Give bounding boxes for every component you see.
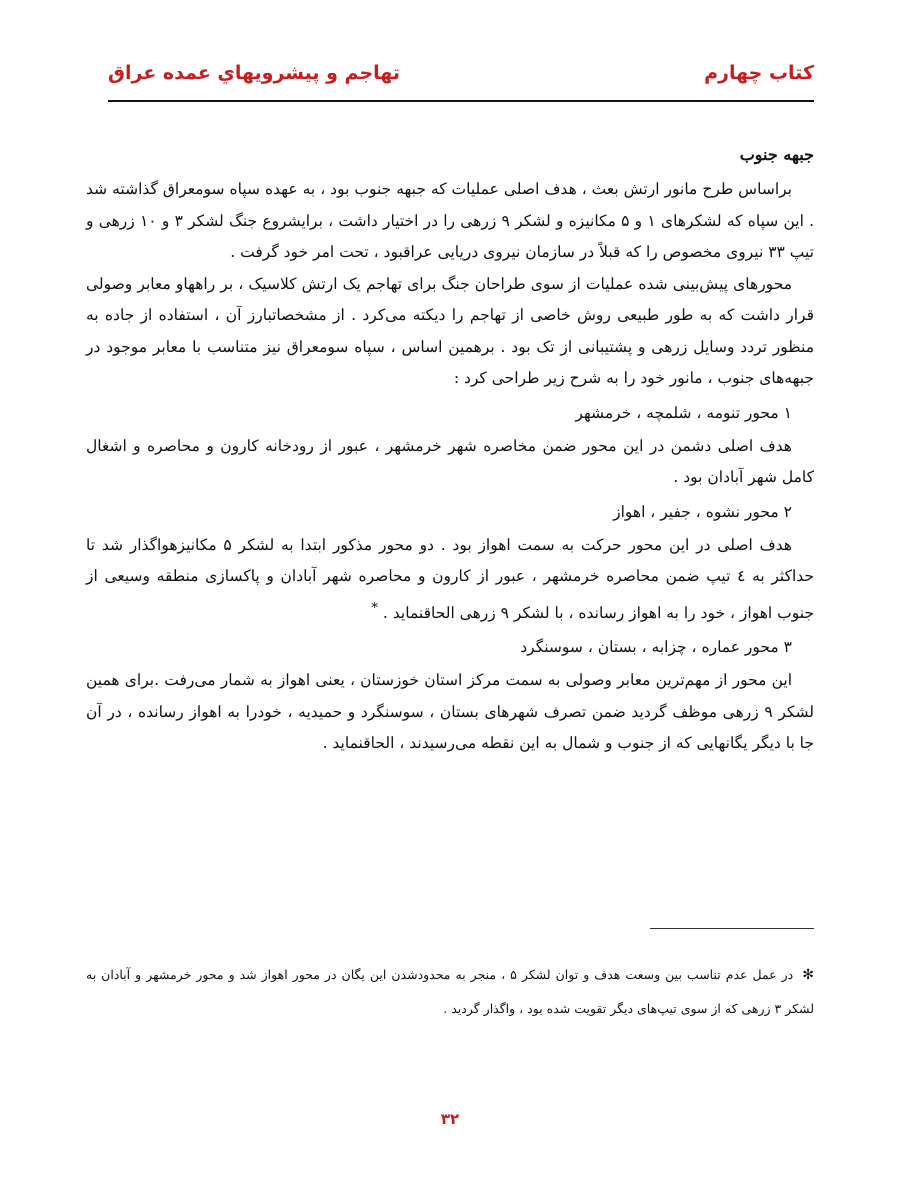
footnote-reference: * <box>371 600 378 616</box>
axis-item-1: ۱ محور تنومه ، شلمچه ، خرمشهر <box>575 403 792 422</box>
footnote-text: در عمل عدم تناسب بین وسعت هدف و توان لشکر ۵ ، منجر به محدودشدن این یگان در محور اهواز شد و محور خرمشهر و آبادان به لشکر ۳ زرهی که از سوی تیپ‌های دیگر تقویت شده بود ، واگذار گردید . <box>86 967 814 1016</box>
paragraph-2: محورهای پیش‌بینی شده عملیات از سوی طراحان جنگ برای تهاجم یک ارتش کلاسیک ، بر راههاو معابر وصولی قرار داشت که به طور طبیعی روش خاصی از تهاجم را دیکته می‌کرد . از مشخصاتبارز آن ، استفاده از جاده به منظور تردد وسایل زرهی و پشتیبانی از تک بود . برهمین اساس ، سپاه سومعراق نیز متناسب با معابر موجود در جبهه‌های جنوب ، مانور خود را به شرح زیر طراحی کرد : <box>86 274 814 387</box>
paragraph-1: براساس طرح مانور ارتش بعث ، هدف اصلی عملیات که جبهه جنوب بود ، به عهده سپاه سومعراق گذاشته شد . این سپاه که لشکرهای ۱ و ۵ مکانیزه و لشکر ۹ زرهی را در اختیار داشت ، برایشروع جنگ لشکر ۳ و ۱۰ زرهی و تیپ ۳۳ نیروی مخصوص را که قبلاً در سازمان نیروی دریایی عراقبود ، تحت امر خود گرفت . <box>86 180 815 261</box>
footnote-divider <box>650 928 814 929</box>
page-header <box>108 56 814 90</box>
footnote-star-icon: ✻ <box>802 967 814 983</box>
paragraph-5: این محور از مهم‌ترین معابر وصولی به سمت مرکز استان خوزستان ، یعنی اهواز به شمار می‌رفت .برای همین لشکر ۹ زرهی موظف گردید ضمن تصرف شهرهای بستان ، سوسنگرد و حمیدیه ، خودرا به اهواز رسانده ، در آن جا با دیگر یگانهایی که از جنوب و شمال به این نقطه می‌رسیدند ، الحاقنماید . <box>86 671 814 753</box>
section-title: تهاجم و پیشرویهاي عمده عراق <box>108 62 400 84</box>
axis-item-3: ۳ محور عماره ، چزابه ، بستان ، سوسنگرد <box>520 638 792 657</box>
paragraph-4 <box>86 530 814 630</box>
header-divider <box>108 100 814 102</box>
footnote <box>86 958 814 1025</box>
section-heading: جبهه جنوب <box>739 145 814 164</box>
paragraph-4-text: هدف اصلی در این محور حرکت به سمت اهواز بود . دو محور مذکور ابتدا به لشکر ۵ مکانیزهواگذار شد تا حداکثر به ٤ تیپ ضمن محاصره خرمشهر ، عبور از کارون و محاصره شهر آبادان و پاکسازی منطقه وسیعی از جنوب اهواز ، خود را به اهواز رسانده ، با لشکر ۹ زرهی الحاقنماید . <box>86 535 814 622</box>
page-number: ۳۲ <box>440 1110 460 1128</box>
paragraph-3: هدف اصلی دشمن در این محور ضمن مخاصره شهر خرمشهر ، عبور از رودخانه کارون و محاصره و اشغال کامل شهر آبادان بود . <box>86 436 814 486</box>
body-text <box>86 140 814 760</box>
book-title: کتاب چهارم <box>704 62 814 84</box>
axis-item-2: ۲ محور نشوه ، جفیر ، اهواز <box>613 502 792 521</box>
